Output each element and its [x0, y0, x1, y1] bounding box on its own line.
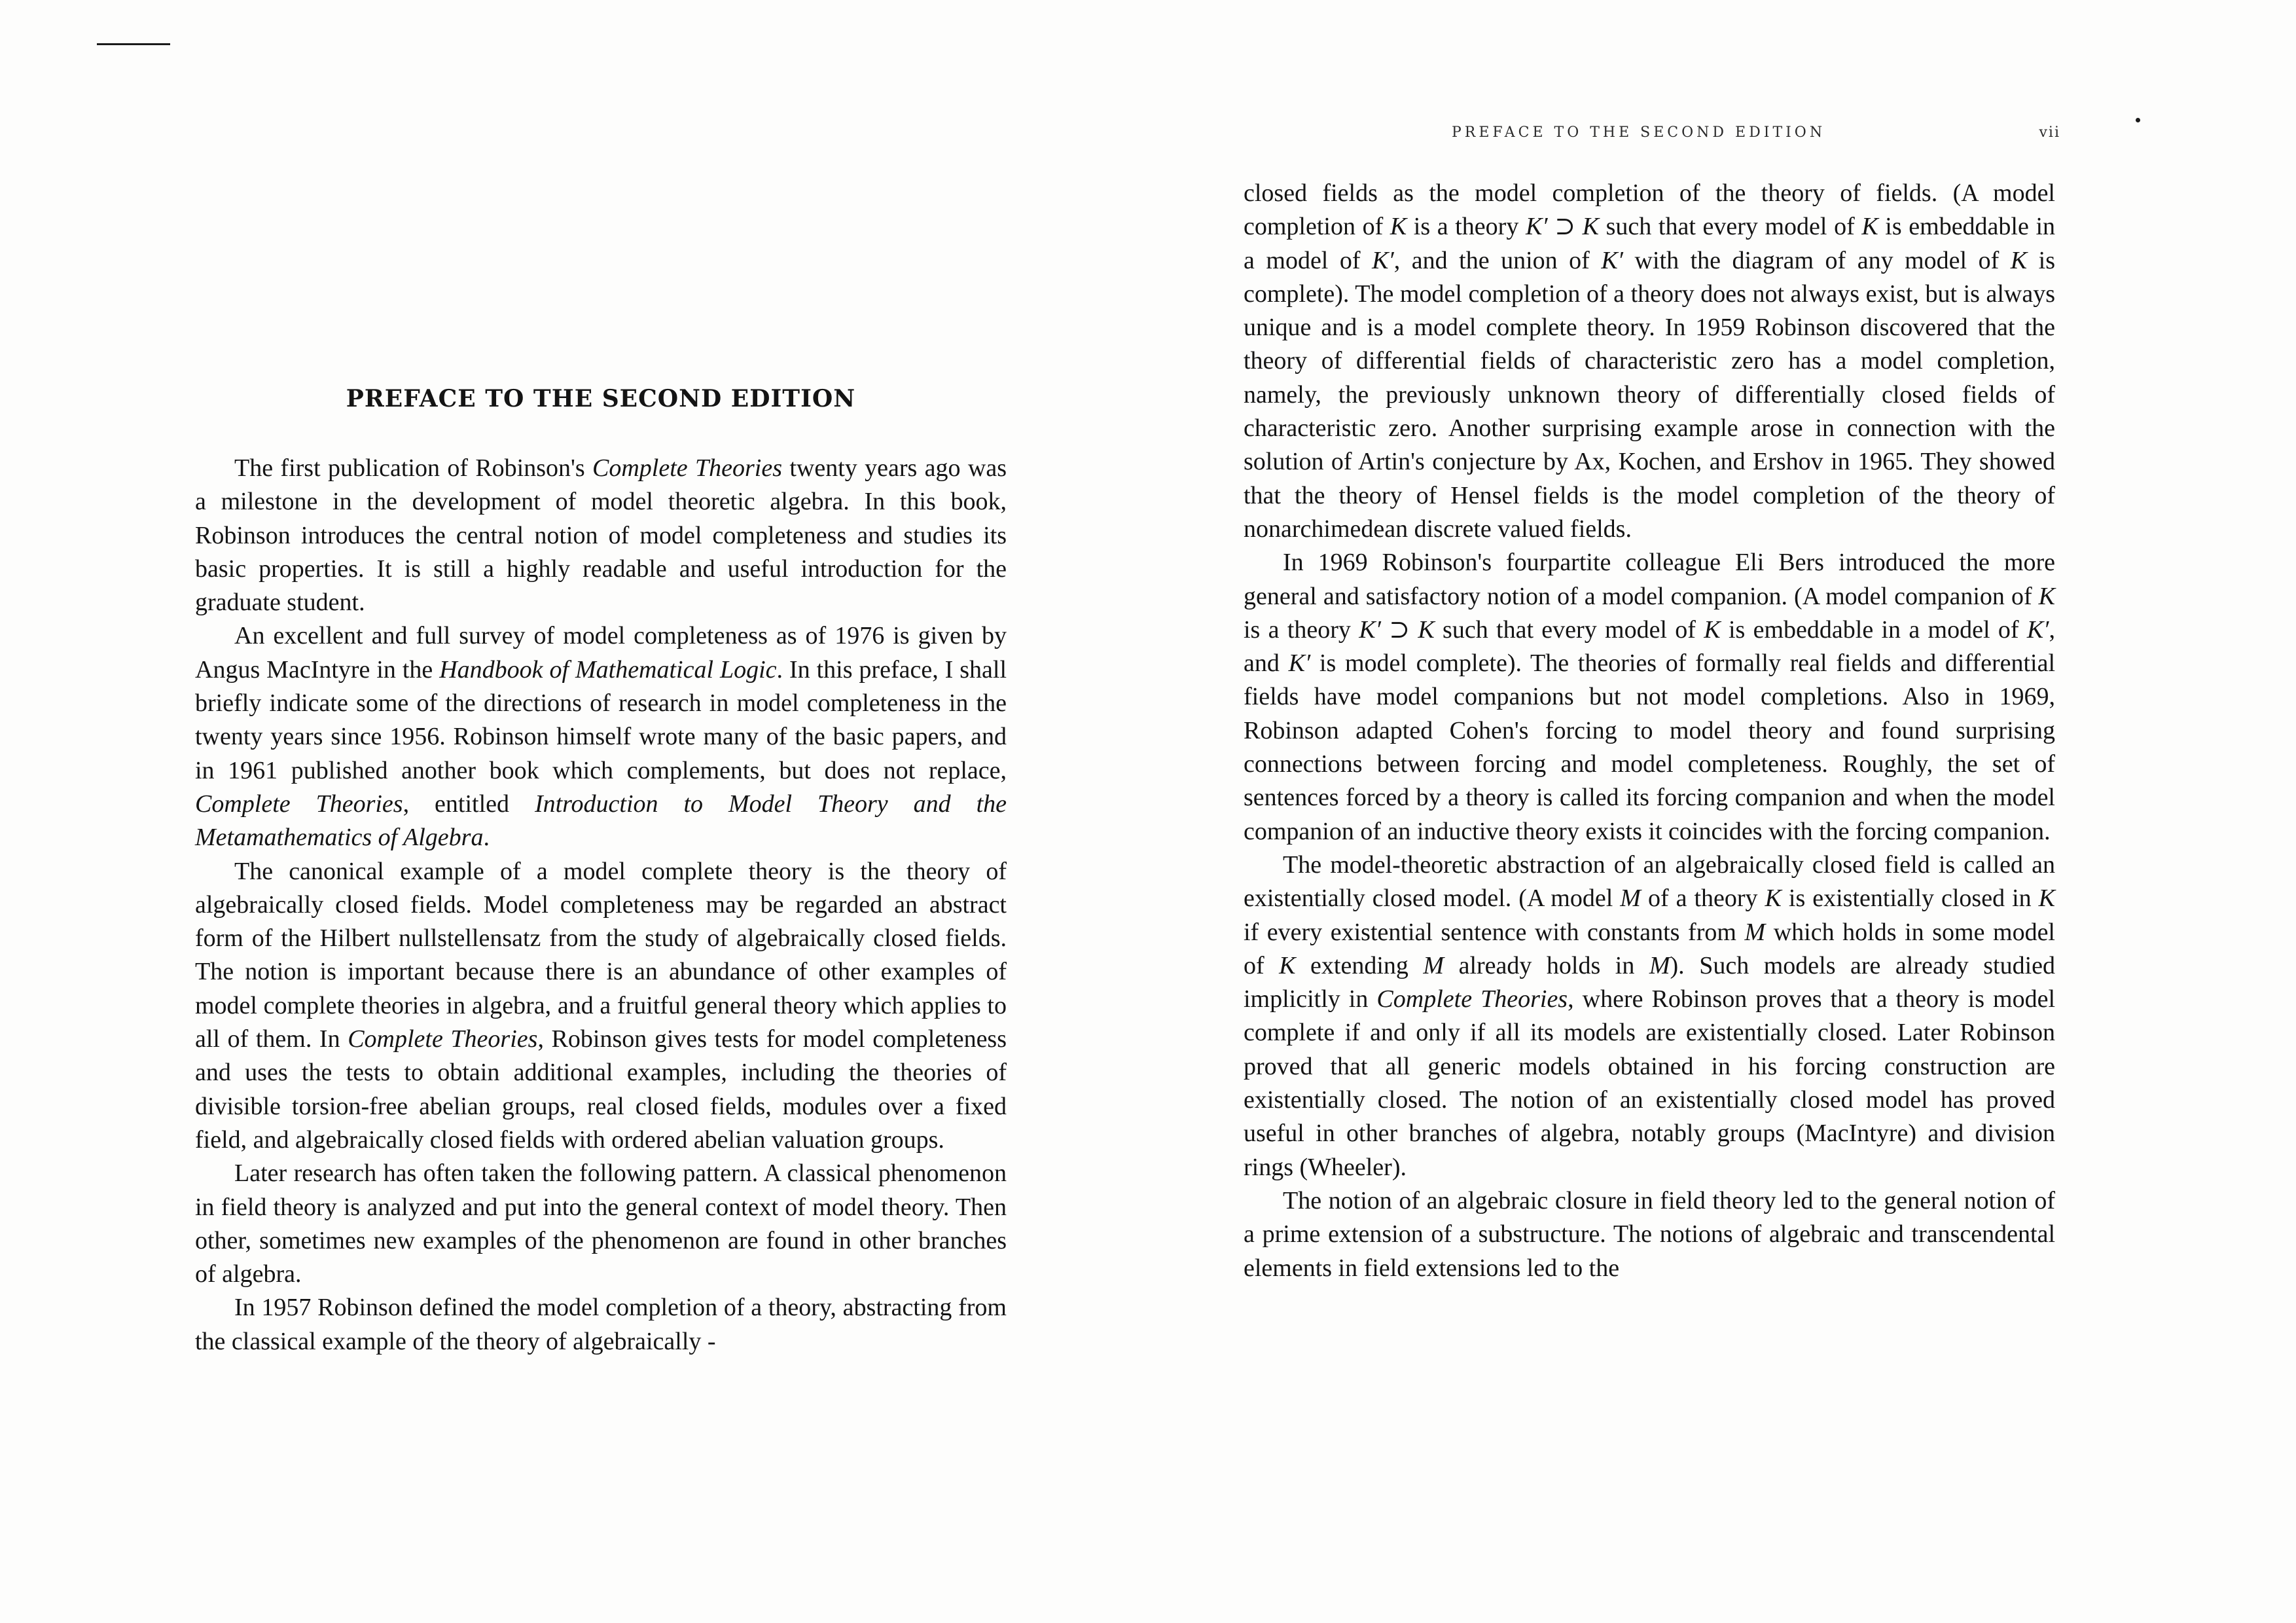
text-run: of a theory: [1640, 884, 1765, 913]
italic-run: K′: [1601, 246, 1623, 274]
italic-run: Complete Theories: [592, 454, 783, 482]
paragraph: [1244, 848, 2055, 1184]
left-page-body: [195, 452, 1007, 1359]
paragraph: [1244, 177, 2055, 546]
text-run: .: [483, 824, 490, 852]
text-run: closed fields as the model completion of the theory of fields. (A model completion of: [1244, 179, 2055, 241]
text-run: if every existential sentence with constants from: [1244, 918, 1745, 946]
italic-run: M: [1744, 918, 1766, 946]
chapter-title: PREFACE TO THE SECOND EDITION: [346, 385, 856, 412]
text-run: twenty years ago was a milestone in the development of model theoretic algebra. In this book, Robinson introduces the central notion of model completeness and studies its basic properties. It is still a highly readable and useful introduction for the graduate student.: [195, 454, 1007, 617]
italic-run: K: [1582, 213, 1600, 241]
italic-run: Introduction to Model Theory and the Metamathematics of Algebra: [195, 790, 1007, 852]
paragraph: [1244, 546, 2055, 848]
italic-run: M: [1620, 884, 1641, 913]
text-run: . In this preface, I shall briefly indicate some of the directions of research in model completeness in the twenty years since 1956. Robinson himself wrote many of the basic papers, and in 1961 published another book which complements, but does not replace,: [195, 655, 1007, 784]
paragraph: [195, 452, 1007, 619]
italic-run: K: [2038, 582, 2055, 610]
text-run: The model-theoretic abstraction of an algebraically closed field is called an existentially closed model. (A model: [1244, 850, 2055, 913]
text-run: is a theory: [1244, 615, 1359, 644]
italic-run: K′: [1372, 246, 1394, 274]
text-run: , entitled: [403, 790, 535, 818]
paragraph: [195, 1291, 1007, 1359]
page-number: vii: [2039, 124, 2060, 141]
text-run: is existentially closed in: [1781, 884, 2039, 913]
text-run: such that every model of: [1434, 615, 1704, 644]
paragraph: [1244, 1184, 2055, 1285]
italic-run: K: [1861, 213, 1878, 241]
italic-run: Handbook of Mathematical Logic: [439, 655, 777, 684]
text-run: such that every model of: [1599, 213, 1862, 241]
text-run: is a theory: [1407, 213, 1526, 241]
text-run: with the diagram of any model of: [1623, 246, 2011, 274]
scan-speck: [2136, 118, 2140, 122]
left-page: [195, 0, 1007, 1623]
paragraph: [195, 855, 1007, 1158]
paragraph: [195, 619, 1007, 854]
italic-run: M: [1649, 951, 1670, 979]
italic-run: K: [1279, 951, 1296, 979]
italic-run: M: [1423, 951, 1444, 979]
text-run: In 1957 Robinson defined the model completion of a theory, abstracting from the classical example of the theory of algebraically -: [195, 1294, 1007, 1355]
running-head: [1244, 124, 2060, 151]
text-run: , and: [1244, 615, 2055, 678]
italic-run: K: [1390, 213, 1407, 241]
running-head-title: PREFACE TO THE SECOND EDITION: [1452, 124, 1826, 141]
italic-run: K: [1765, 884, 1782, 913]
text-run: , Robinson gives tests for model completeness and uses the tests to obtain additional examples, including the theories of divisible torsion-free abelian groups, real closed fields, modules over a fixed field, and algebraically closed fields with ordered abelian valuation groups.: [195, 1025, 1007, 1154]
italic-run: K′: [1525, 213, 1548, 241]
text-run: ). Such models are already studied implicitly in: [1244, 951, 2056, 1013]
text-run: is complete). The model completion of a theory does not always exist, but is always unique and is a model complete theory. In 1959 Robinson discovered that the theory of differential fields of characteristic zero has a model completion, namely, the previously unknown theory of differentially closed fields of characteristic zero. Another surprising example arose in connection with the solution of Artin's conjecture by Ax, Kochen, and Ershov in 1965. They showed that the theory of Hensel fields is the model completion of the theory of nonarchimedean discrete valued fields.: [1244, 246, 2055, 543]
right-page: [1244, 0, 2060, 1623]
text-run: The canonical example of a model complete theory is the theory of algebraically closed fields. Model completeness may be regarded an abstract form of the Hilbert nullstellensatz from the study of algebraically closed fields. The notion is important because there is an abundance of other examples of model complete theories in algebra, and a fruitful general theory which applies to all of them. In: [195, 857, 1007, 1053]
italic-run: Complete Theories: [195, 790, 403, 818]
scan-edge-rule: [97, 43, 170, 45]
paragraph: [195, 1157, 1007, 1291]
italic-run: K: [2038, 884, 2055, 913]
text-run: already holds in: [1444, 951, 1649, 979]
text-run: is embeddable in a model of: [1244, 213, 2056, 274]
text-run: , where Robinson proves that a theory is model complete if and only if all its models are existentially closed. Later Robinson proved that all generic models obtained in his forcing construction are existentially closed. The notion of an existentially closed model has proved useful in other branches of algebra, notably groups (MacIntyre) and division rings (Wheeler).: [1244, 985, 2056, 1181]
text-run: ⊃: [1547, 213, 1583, 241]
text-run: The first publication of Robinson's: [234, 454, 593, 482]
right-page-body: [1244, 177, 2055, 1285]
italic-run: K: [2010, 246, 2028, 274]
italic-run: Complete Theories: [1376, 985, 1568, 1013]
text-run: extending: [1295, 951, 1424, 979]
italic-run: Complete Theories: [348, 1025, 538, 1053]
italic-run: K′: [1359, 615, 1381, 644]
text-run: which holds in some model of: [1244, 918, 2055, 979]
text-run: ⊃: [1380, 615, 1418, 644]
italic-run: K: [1418, 615, 1435, 644]
text-run: , and the union of: [1393, 246, 1602, 274]
text-run: The notion of an algebraic closure in field theory led to the general notion of a prime extension of a substructure. The notions of algebraic and transcendental elements in field extensions led to the: [1244, 1186, 2055, 1282]
text-run: is embeddable in a model of: [1720, 615, 2027, 644]
text-run: In 1969 Robinson's fourpartite colleague Eli Bers introduced the more general and satisfactory notion of a model companion. (A model companion of: [1244, 549, 2055, 610]
text-run: An excellent and full survey of model completeness as of 1976 is given by Angus MacIntyre in the: [195, 622, 1007, 684]
italic-run: K: [1704, 615, 1721, 644]
italic-run: K′: [1288, 649, 1311, 678]
italic-run: K′: [2026, 615, 2049, 644]
text-run: Later research has often taken the following pattern. A classical phenomenon in field theory is analyzed and put into the general context of model theory. Then other, sometimes new examples of the phenomenon are found in other branches of algebra.: [195, 1159, 1007, 1288]
text-run: is model complete). The theories of formally real fields and differential fields have model companions but not model completions. Also in 1969, Robinson adapted Cohen's forcing to model theory and found surprising connections between forcing and model completeness. Roughly, the set of sentences forced by a theory is called its forcing companion and when the model companion of an inductive theory exists it coincides with the forcing companion.: [1244, 649, 2056, 845]
